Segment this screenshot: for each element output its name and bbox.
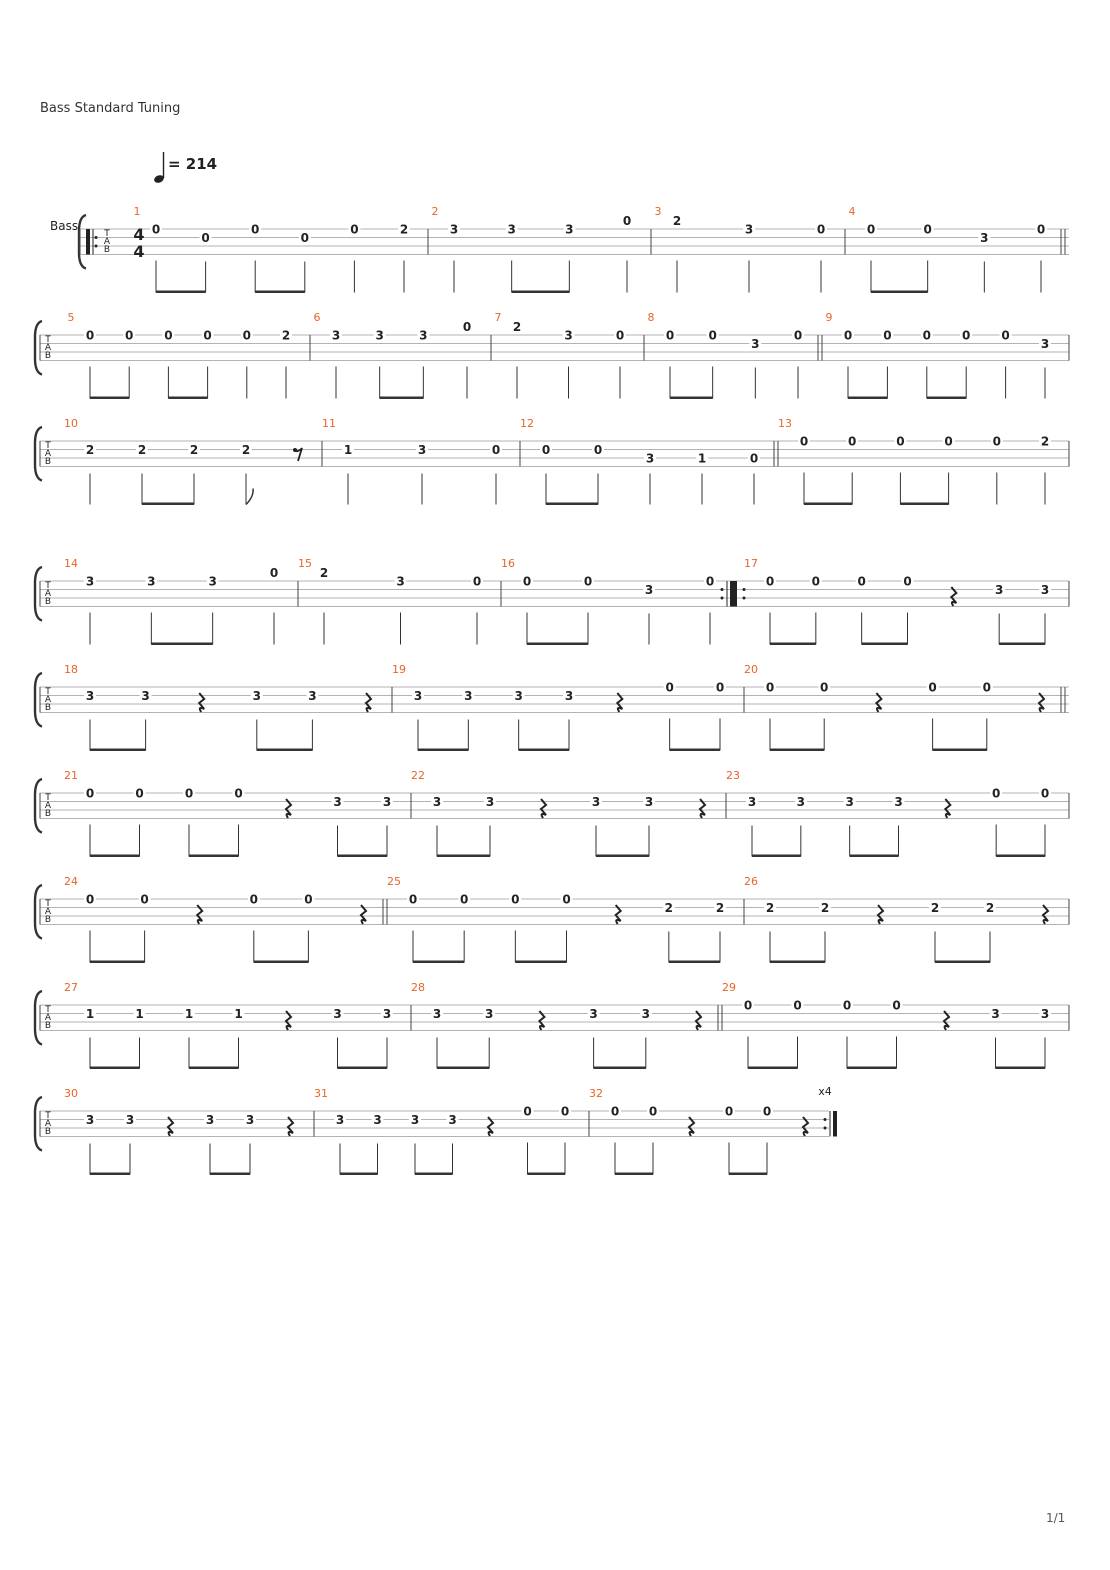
beam xyxy=(927,397,966,400)
beam xyxy=(996,855,1045,858)
beam xyxy=(594,1067,646,1070)
fret-number: 0 xyxy=(708,328,717,343)
fret-number: 0 xyxy=(715,680,725,695)
fret-number: 3 xyxy=(507,222,516,237)
fret-number: 3 xyxy=(564,689,574,703)
beam xyxy=(512,291,570,294)
fret-number: 0 xyxy=(560,1104,570,1119)
fret-number: 0 xyxy=(923,222,932,237)
fret-number: 0 xyxy=(234,786,243,801)
fret-number: 0 xyxy=(85,786,95,801)
fret-number: 2 xyxy=(319,566,329,580)
fret-number: 3 xyxy=(1040,337,1050,351)
tab-clef-letter: A xyxy=(44,589,52,599)
fret-number: 2 xyxy=(241,443,251,457)
measure-number: 15 xyxy=(298,557,312,570)
measure-number: 14 xyxy=(64,557,78,570)
beam xyxy=(850,855,899,858)
beam xyxy=(669,961,720,964)
beam xyxy=(871,291,928,294)
fret-number: 0 xyxy=(648,1104,658,1119)
fret-number: 0 xyxy=(622,214,632,228)
fret-number: 3 xyxy=(994,583,1004,597)
beam xyxy=(90,749,146,752)
beam xyxy=(615,1173,653,1176)
fret-number: 3 xyxy=(644,795,654,809)
fret-number: 3 xyxy=(641,1007,650,1021)
fret-number: 3 xyxy=(644,583,654,597)
tab-clef-letter: B xyxy=(44,351,52,361)
tab-clef-letter: B xyxy=(44,597,52,607)
fret-number: 3 xyxy=(751,337,760,351)
fret-number: 2 xyxy=(664,901,674,915)
fret-number: 0 xyxy=(615,328,625,343)
tab-clef-letter: A xyxy=(103,237,111,247)
fret-number: 0 xyxy=(982,680,991,695)
fret-number: 3 xyxy=(85,574,95,589)
fret-number: 0 xyxy=(857,574,866,589)
beam xyxy=(528,1173,566,1176)
fret-number: 3 xyxy=(308,689,317,703)
fret-number: 0 xyxy=(848,434,857,449)
fret-number: 0 xyxy=(459,892,469,907)
beam xyxy=(338,1067,388,1070)
system-brace xyxy=(35,673,42,727)
beam xyxy=(935,961,990,964)
repeat-dot xyxy=(743,588,746,591)
fret-number: 3 xyxy=(335,1113,345,1127)
repeat-dot xyxy=(824,1118,827,1121)
measure-number: 13 xyxy=(778,417,792,430)
fret-number: 3 xyxy=(564,328,573,343)
tab-clef-letter: T xyxy=(45,335,51,345)
beam xyxy=(151,643,212,646)
fret-number: 0 xyxy=(816,222,826,237)
fret-number: 2 xyxy=(281,328,291,343)
beam xyxy=(527,643,588,646)
fret-number: 0 xyxy=(705,574,715,589)
fret-number: 2 xyxy=(765,901,775,915)
fret-number: 2 xyxy=(85,443,95,457)
measure-number: 5 xyxy=(67,311,75,324)
system-brace xyxy=(35,567,42,621)
beam xyxy=(546,503,598,506)
system-brace xyxy=(35,1097,42,1151)
tab-clef-letter: B xyxy=(44,1127,52,1137)
beam xyxy=(999,643,1045,646)
time-signature-bottom: 4 xyxy=(133,242,145,261)
fret-number: 0 xyxy=(201,231,210,245)
fret-number: 0 xyxy=(793,328,803,343)
fret-number: 3 xyxy=(373,1113,382,1127)
tab-clef-letter: B xyxy=(44,809,52,819)
fret-number: 0 xyxy=(665,328,675,343)
measure-number: 24 xyxy=(64,875,78,888)
fret-number: 3 xyxy=(375,328,384,343)
fret-number: 0 xyxy=(793,998,802,1013)
measure-number: 23 xyxy=(726,769,740,782)
measure-number: 26 xyxy=(744,875,758,888)
tab-clef-letter: T xyxy=(45,687,51,697)
system-brace xyxy=(35,885,42,939)
fret-number: 3 xyxy=(382,795,392,809)
fret-number: 0 xyxy=(1001,328,1010,343)
beam xyxy=(437,1067,489,1070)
repeat-dot xyxy=(743,597,746,600)
measure-number: 19 xyxy=(392,663,406,676)
fret-number: 2 xyxy=(985,901,995,915)
fret-number: 0 xyxy=(472,574,482,589)
beam xyxy=(729,1173,767,1176)
fret-number: 0 xyxy=(350,222,359,237)
beam xyxy=(340,1173,378,1176)
tab-clef-letter: A xyxy=(44,343,52,353)
beam xyxy=(847,1067,897,1070)
tab-clef-letter: T xyxy=(45,1005,51,1015)
measure-number: 18 xyxy=(64,663,78,676)
measure-number: 22 xyxy=(411,769,425,782)
fret-number: 1 xyxy=(343,443,353,457)
beam xyxy=(437,855,490,858)
fret-number: 3 xyxy=(413,689,423,703)
fret-number: 3 xyxy=(410,1113,420,1127)
fret-number: 3 xyxy=(396,574,405,589)
measure-number: 7 xyxy=(494,311,502,324)
fret-number: 3 xyxy=(85,689,95,703)
system-brace xyxy=(35,991,42,1045)
measure-number: 9 xyxy=(825,311,833,324)
fret-number: 0 xyxy=(799,434,809,449)
fret-number: 0 xyxy=(743,998,753,1013)
beam xyxy=(90,1173,130,1176)
fret-number: 3 xyxy=(1040,1007,1050,1021)
beam xyxy=(862,643,908,646)
tab-clef-letter: T xyxy=(45,793,51,803)
fret-number: 0 xyxy=(85,892,95,907)
beam xyxy=(748,1067,798,1070)
fret-number: 1 xyxy=(184,1007,194,1021)
beam xyxy=(770,749,824,752)
fret-number: 3 xyxy=(432,1007,442,1021)
fret-number: 2 xyxy=(512,320,522,334)
beam xyxy=(257,749,313,752)
fret-number: 0 xyxy=(843,328,853,343)
fret-number: 0 xyxy=(892,998,901,1013)
fret-number: 2 xyxy=(715,901,725,915)
fret-number: 1 xyxy=(697,451,707,466)
beam xyxy=(752,855,801,858)
fret-number: 0 xyxy=(583,574,593,589)
measure-number: 11 xyxy=(322,417,336,430)
fret-number: 0 xyxy=(903,574,912,589)
beam xyxy=(90,397,129,400)
fret-number: 0 xyxy=(184,786,194,801)
repeat-end-bar xyxy=(730,581,734,607)
beam xyxy=(90,961,145,964)
repeat-count: x4 xyxy=(818,1085,832,1098)
fret-number: 3 xyxy=(141,689,150,703)
fret-number: 0 xyxy=(962,328,971,343)
beam xyxy=(933,749,987,752)
fret-number: 3 xyxy=(333,1007,342,1021)
fret-number: 0 xyxy=(541,443,551,457)
beam xyxy=(848,397,887,400)
fret-number: 0 xyxy=(251,222,260,237)
fret-number: 2 xyxy=(189,443,199,457)
beam xyxy=(415,1173,453,1176)
measure-number: 25 xyxy=(387,875,401,888)
measure-number: 17 xyxy=(744,557,758,570)
fret-number: 0 xyxy=(249,892,258,907)
tab-clef-letter: A xyxy=(44,695,52,705)
fret-number: 2 xyxy=(930,901,940,915)
fret-number: 0 xyxy=(944,434,953,449)
page-number: 1/1 xyxy=(1046,1511,1066,1525)
measure-number: 21 xyxy=(64,769,78,782)
fret-number: 3 xyxy=(589,1007,598,1021)
tab-clef-letter: B xyxy=(103,245,111,255)
system-brace xyxy=(35,427,42,481)
fret-number: 0 xyxy=(883,328,892,343)
beam xyxy=(168,397,207,400)
beam xyxy=(90,855,140,858)
fret-number: 0 xyxy=(562,892,571,907)
fret-number: 0 xyxy=(300,231,309,245)
fret-number: 3 xyxy=(645,451,655,466)
fret-number: 3 xyxy=(252,689,261,703)
fret-number: 0 xyxy=(866,222,876,237)
beam xyxy=(519,749,569,752)
fret-number: 0 xyxy=(304,892,313,907)
fret-number: 0 xyxy=(765,574,775,589)
measure-number: 20 xyxy=(744,663,758,676)
measure-number: 6 xyxy=(313,311,321,324)
beam xyxy=(996,1067,1046,1070)
fret-number: 0 xyxy=(242,328,251,343)
fret-number: 0 xyxy=(593,443,603,457)
beam xyxy=(670,749,720,752)
fret-number: 3 xyxy=(205,1113,215,1127)
fret-number: 3 xyxy=(565,222,574,237)
repeat-dot xyxy=(824,1127,827,1130)
fret-number: 3 xyxy=(591,795,601,809)
system-brace xyxy=(35,321,42,375)
fret-number: 0 xyxy=(151,222,161,237)
fret-number: 3 xyxy=(208,574,217,589)
beam xyxy=(770,643,816,646)
fret-number: 3 xyxy=(147,574,156,589)
fret-number: 0 xyxy=(1040,786,1050,801)
beam xyxy=(596,855,649,858)
beam xyxy=(189,855,239,858)
fret-number: 3 xyxy=(485,795,495,809)
fret-number: 0 xyxy=(203,328,212,343)
measure-number: 10 xyxy=(64,417,78,430)
fret-number: 1 xyxy=(234,1007,243,1021)
fret-number: 0 xyxy=(491,443,501,457)
fret-number: 1 xyxy=(135,1007,144,1021)
beam xyxy=(770,961,825,964)
tab-clef-letter: B xyxy=(44,1021,52,1031)
fret-number: 0 xyxy=(125,328,134,343)
eighth-rest-dot xyxy=(293,448,297,452)
beam xyxy=(418,749,468,752)
fret-number: 3 xyxy=(514,689,523,703)
repeat-dot xyxy=(95,236,98,239)
fret-number: 0 xyxy=(842,998,852,1013)
fret-number: 3 xyxy=(417,443,427,457)
beam xyxy=(804,503,852,506)
fret-number: 3 xyxy=(245,1113,255,1127)
fret-number: 3 xyxy=(845,795,854,809)
tab-clef-letter: T xyxy=(45,899,51,909)
beam xyxy=(90,1067,140,1070)
fret-number: 2 xyxy=(137,443,147,457)
beam xyxy=(142,503,194,506)
fret-number: 0 xyxy=(820,680,829,695)
measure-number: 2 xyxy=(431,205,439,218)
fret-number: 0 xyxy=(1036,222,1046,237)
fret-number: 2 xyxy=(399,222,409,237)
fret-number: 0 xyxy=(928,680,937,695)
fret-number: 2 xyxy=(820,901,830,915)
fret-number: 0 xyxy=(85,328,95,343)
fret-number: 0 xyxy=(765,680,775,695)
measure-number: 8 xyxy=(647,311,655,324)
fret-number: 2 xyxy=(672,214,682,228)
fret-number: 0 xyxy=(992,434,1001,449)
fret-number: 3 xyxy=(382,1007,392,1021)
fret-number: 0 xyxy=(511,892,520,907)
tab-clef-letter: T xyxy=(45,1111,51,1121)
fret-number: 0 xyxy=(811,574,821,589)
tempo-value: = 214 xyxy=(168,155,218,173)
tab-clef-letter: A xyxy=(44,449,52,459)
fret-number: 0 xyxy=(922,328,931,343)
repeat-start-bar xyxy=(734,581,737,607)
beam xyxy=(380,397,424,400)
repeat-dot xyxy=(721,588,724,591)
fret-number: 0 xyxy=(749,451,759,466)
fret-number: 3 xyxy=(449,222,459,237)
fret-number: 0 xyxy=(523,1104,532,1119)
beam xyxy=(670,397,713,400)
measure-number: 12 xyxy=(520,417,534,430)
fret-number: 3 xyxy=(333,795,342,809)
fret-number: 0 xyxy=(164,328,173,343)
repeat-start-bar xyxy=(86,229,90,255)
measure-number: 29 xyxy=(722,981,736,994)
fret-number: 3 xyxy=(331,328,341,343)
beam xyxy=(413,961,464,964)
tab-clef-letter: T xyxy=(45,581,51,591)
beam xyxy=(255,291,305,294)
fret-number: 0 xyxy=(135,786,144,801)
repeat-end-bar xyxy=(833,1111,837,1137)
fret-number: 3 xyxy=(85,1113,95,1127)
tab-clef-letter: B xyxy=(44,915,52,925)
fret-number: 0 xyxy=(896,434,905,449)
measure-number: 16 xyxy=(501,557,515,570)
beam xyxy=(156,291,206,294)
fret-number: 0 xyxy=(522,574,532,589)
tab-clef-letter: B xyxy=(44,703,52,713)
measure-number: 32 xyxy=(589,1087,603,1100)
time-signature-top: 4 xyxy=(133,225,145,244)
fret-number: 3 xyxy=(464,689,473,703)
tab-clef-letter: T xyxy=(45,441,51,451)
fret-number: 3 xyxy=(419,328,428,343)
fret-number: 3 xyxy=(432,795,442,809)
fret-number: 2 xyxy=(1040,434,1050,449)
tab-clef-letter: A xyxy=(44,907,52,917)
beam xyxy=(210,1173,250,1176)
beam xyxy=(515,961,566,964)
measure-number: 28 xyxy=(411,981,425,994)
measure-number: 1 xyxy=(133,205,141,218)
fret-number: 0 xyxy=(724,1104,734,1119)
repeat-dot xyxy=(95,245,98,248)
measure-number: 31 xyxy=(314,1087,328,1100)
fret-number: 0 xyxy=(269,566,279,580)
fret-number: 3 xyxy=(744,222,754,237)
fret-number: 3 xyxy=(1040,583,1050,597)
system-brace xyxy=(35,779,42,833)
measure-number: 3 xyxy=(654,205,662,218)
beam xyxy=(338,855,388,858)
fret-number: 0 xyxy=(610,1104,620,1119)
fret-number: 0 xyxy=(408,892,418,907)
fret-number: 3 xyxy=(991,1007,1000,1021)
fret-number: 1 xyxy=(85,1007,95,1021)
fret-number: 3 xyxy=(747,795,757,809)
beam xyxy=(254,961,309,964)
fret-number: 0 xyxy=(762,1104,772,1119)
measure-number: 27 xyxy=(64,981,78,994)
fret-number: 0 xyxy=(462,320,472,334)
repeat-dot xyxy=(721,597,724,600)
beam xyxy=(189,1067,239,1070)
fret-number: 3 xyxy=(980,231,989,245)
fret-number: 0 xyxy=(665,680,674,695)
fret-number: 3 xyxy=(894,795,903,809)
beam xyxy=(900,503,948,506)
measure-number: 4 xyxy=(848,205,856,218)
fret-number: 3 xyxy=(485,1007,494,1021)
tuning-label: Bass Standard Tuning xyxy=(40,101,181,116)
tab-clef-letter: A xyxy=(44,1013,52,1023)
fret-number: 3 xyxy=(796,795,806,809)
instrument-label: Bass xyxy=(50,219,79,233)
fret-number: 0 xyxy=(140,892,149,907)
tab-clef-letter: T xyxy=(104,229,110,239)
fret-number: 3 xyxy=(448,1113,457,1127)
tab-clef-letter: A xyxy=(44,801,52,811)
fret-number: 3 xyxy=(125,1113,135,1127)
tab-clef-letter: B xyxy=(44,457,52,467)
tab-clef-letter: A xyxy=(44,1119,52,1129)
fret-number: 0 xyxy=(991,786,1001,801)
measure-number: 30 xyxy=(64,1087,78,1100)
eighth-flag xyxy=(246,489,253,505)
